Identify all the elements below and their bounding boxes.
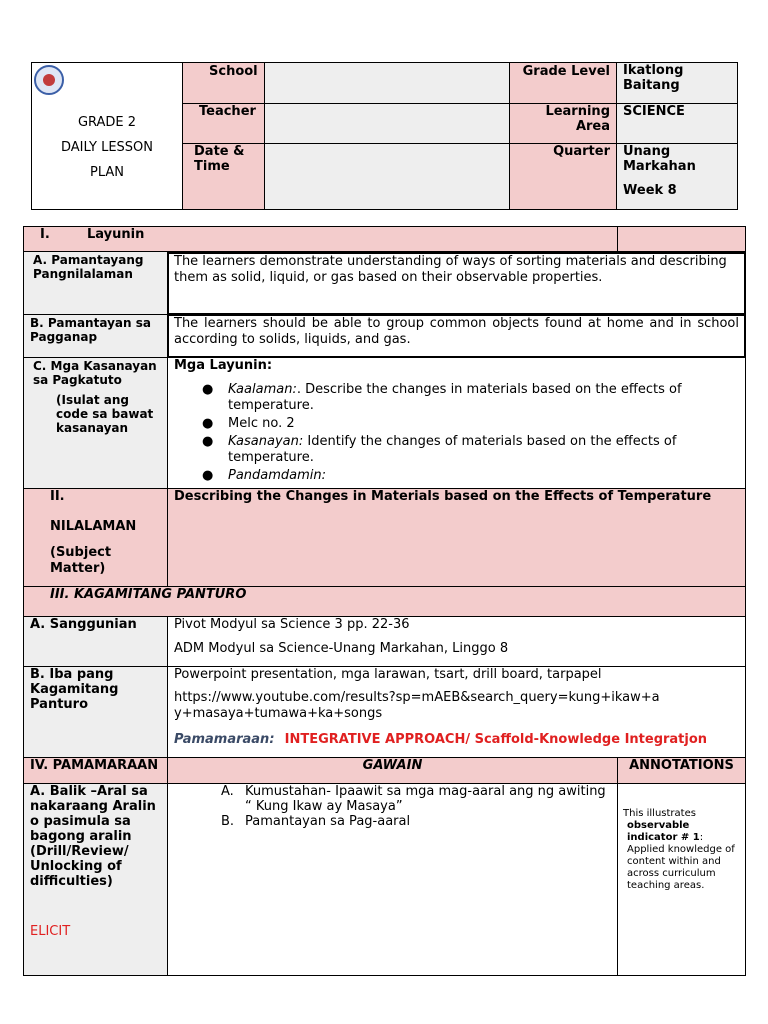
content-standard-text: The learners demonstrate understanding of ways of sorting materials and describing them as solid, liquid, or gas based on their observable properties.	[174, 254, 727, 285]
annotation-intro: This illustrates	[623, 808, 696, 819]
activity-letter: A.	[221, 784, 234, 799]
school-label: School	[209, 64, 258, 79]
method-value: INTEGRATIVE APPROACH/ Scaffold-Knowledge Integratjon	[284, 732, 708, 747]
learning-area-value: SCIENCE	[616, 103, 738, 144]
other-materials-cell	[167, 666, 746, 758]
objective-item	[228, 434, 739, 466]
row-a-label-cell	[23, 251, 168, 315]
activity-text: Kumustahan- Ipaawit sa mga mag-aaral ang ng awiting “ Kung Ikaw ay Masaya”	[245, 784, 606, 814]
section-i-title: Layunin	[87, 227, 145, 242]
section-ii-label-cell	[23, 488, 168, 587]
quarter-label-cell	[509, 143, 617, 210]
activities-list	[221, 784, 611, 829]
objective-text: . Describe the changes in materials based on the effects of temperature.	[228, 382, 682, 413]
procedure-title: IV. PAMAMARAAN	[30, 758, 159, 773]
school-label-cell	[182, 62, 265, 104]
section-ii-title: NILALAMAN	[50, 519, 137, 534]
objective-item	[228, 468, 739, 484]
learning-area-label-cell	[509, 103, 617, 144]
activities-cell	[167, 783, 618, 976]
teacher-field[interactable]	[264, 103, 510, 144]
other-materials-label-cell	[23, 666, 168, 758]
row-c-content-cell	[167, 357, 746, 489]
teacher-label: Teacher	[199, 104, 256, 119]
annotation-indicator: observable indicator # 1	[627, 820, 700, 843]
grade-level-label-cell	[509, 62, 617, 104]
row-a-label: A. Pamantayang Pangnilalaman	[33, 253, 144, 281]
objective-item	[228, 416, 739, 432]
date-time-field[interactable]	[264, 143, 510, 210]
references-label-cell	[23, 616, 168, 667]
row-c-label-cell	[23, 357, 168, 489]
section-i-header	[23, 226, 618, 252]
elicit-label: ELICIT	[30, 924, 71, 939]
week-value: Week 8	[623, 183, 677, 198]
objectives-list	[202, 382, 739, 484]
method-line	[174, 732, 739, 748]
materials-list-text: Powerpoint presentation, mga larawan, tsart, drill board, tarpapel	[174, 667, 602, 682]
row-a-content-cell	[167, 252, 746, 315]
date-time-label: Date & Time	[194, 144, 245, 174]
annotations-header: ANNOTATIONS	[629, 758, 734, 773]
objective-lead: Pandamdamin:	[228, 468, 327, 483]
deped-seal-logo	[34, 65, 64, 95]
row-b-label: B. Pamantayan sa Pagganap	[30, 316, 151, 344]
quarter-label: Quarter	[553, 144, 610, 159]
teacher-label-cell	[182, 103, 265, 144]
quarter-value: Unang Markahan	[623, 144, 696, 174]
section-ii-subtitle: (Subject Matter)	[50, 545, 112, 576]
method-label: Pamamaraan:	[174, 732, 275, 747]
objective-lead: Kasanayan:	[228, 434, 304, 449]
objective-text: Identify the changes of materials based on the effects of temperature.	[228, 434, 677, 465]
objectives-heading: Mga Layunin:	[174, 358, 273, 373]
row-b-label-cell	[23, 314, 168, 359]
annotation-body	[623, 820, 741, 892]
references-cell	[167, 616, 746, 667]
reference-item: ADM Modyul sa Science-Unang Markahan, Linggo 8	[174, 641, 509, 656]
dlp-title-line: DAILY LESSON	[60, 140, 153, 155]
school-field[interactable]	[264, 62, 510, 104]
activity-item	[221, 814, 611, 829]
subject-matter-text: Describing the Changes in Materials based on the Effects of Temperature	[174, 489, 712, 504]
section-i-header-right	[617, 226, 746, 252]
objective-item	[228, 382, 739, 414]
review-label-cell	[23, 783, 168, 976]
annotation-rest: : Applied knowledge of content within and across curriculum teaching areas.	[627, 832, 735, 891]
section-i-number: I.	[40, 227, 50, 242]
objective-text: Melc no. 2	[228, 416, 295, 431]
row-b-content-cell	[167, 314, 746, 358]
grade-level-value: Ikatlong Baitang	[616, 62, 738, 104]
learning-area-label: Learning Area	[545, 104, 610, 134]
activity-item	[221, 784, 611, 814]
gawain-header: GAWAIN	[362, 758, 423, 773]
row-c-label: C. Mga Kasanayan sa Pagkatuto	[33, 359, 157, 387]
procedure-header-cell	[23, 757, 168, 784]
row-c-note: (Isulat ang code sa bawat kasanayan	[56, 393, 154, 435]
performance-standard-text: The learners should be able to group common objects found at home and in school according to solids, liquids, and gas.	[174, 316, 739, 347]
gawain-header-cell	[167, 757, 618, 784]
dlp-title-line: GRADE 2	[77, 115, 137, 130]
reference-item: Pivot Modyul sa Science 3 pp. 22-36	[174, 617, 410, 632]
other-materials-label: B. Iba pang Kagamitang Panturo	[30, 667, 119, 712]
subject-matter-cell	[167, 488, 746, 587]
references-label: A. Sanggunian	[30, 617, 137, 632]
activity-letter: B.	[221, 814, 235, 829]
activity-text: Pamantayan sa Pag-aaral	[245, 814, 411, 829]
dlp-title	[32, 110, 182, 185]
quarter-value-cell	[616, 143, 738, 210]
review-label: A. Balik –Aral sa nakaraang Aralin o pasimula sa bagong aralin (Drill/Review/ Unlocking of difficulties)	[30, 784, 156, 889]
dlp-title-line: PLAN	[90, 165, 124, 180]
grade-level-label: Grade Level	[522, 64, 610, 79]
annotations-header-cell	[617, 757, 746, 784]
date-time-label-cell	[182, 143, 265, 210]
annotation-cell	[617, 783, 746, 976]
section-iii-title: III. KAGAMITANG PANTURO	[50, 587, 247, 602]
objective-lead: Kaalaman:	[228, 382, 297, 397]
youtube-link[interactable]: https://www.youtube.com/results?sp=mAEB&search_query=kung+ikaw+ay+masaya+tumawa+ka+songs	[174, 690, 660, 721]
section-ii-number: II.	[50, 489, 65, 504]
section-iii-header	[23, 586, 746, 617]
